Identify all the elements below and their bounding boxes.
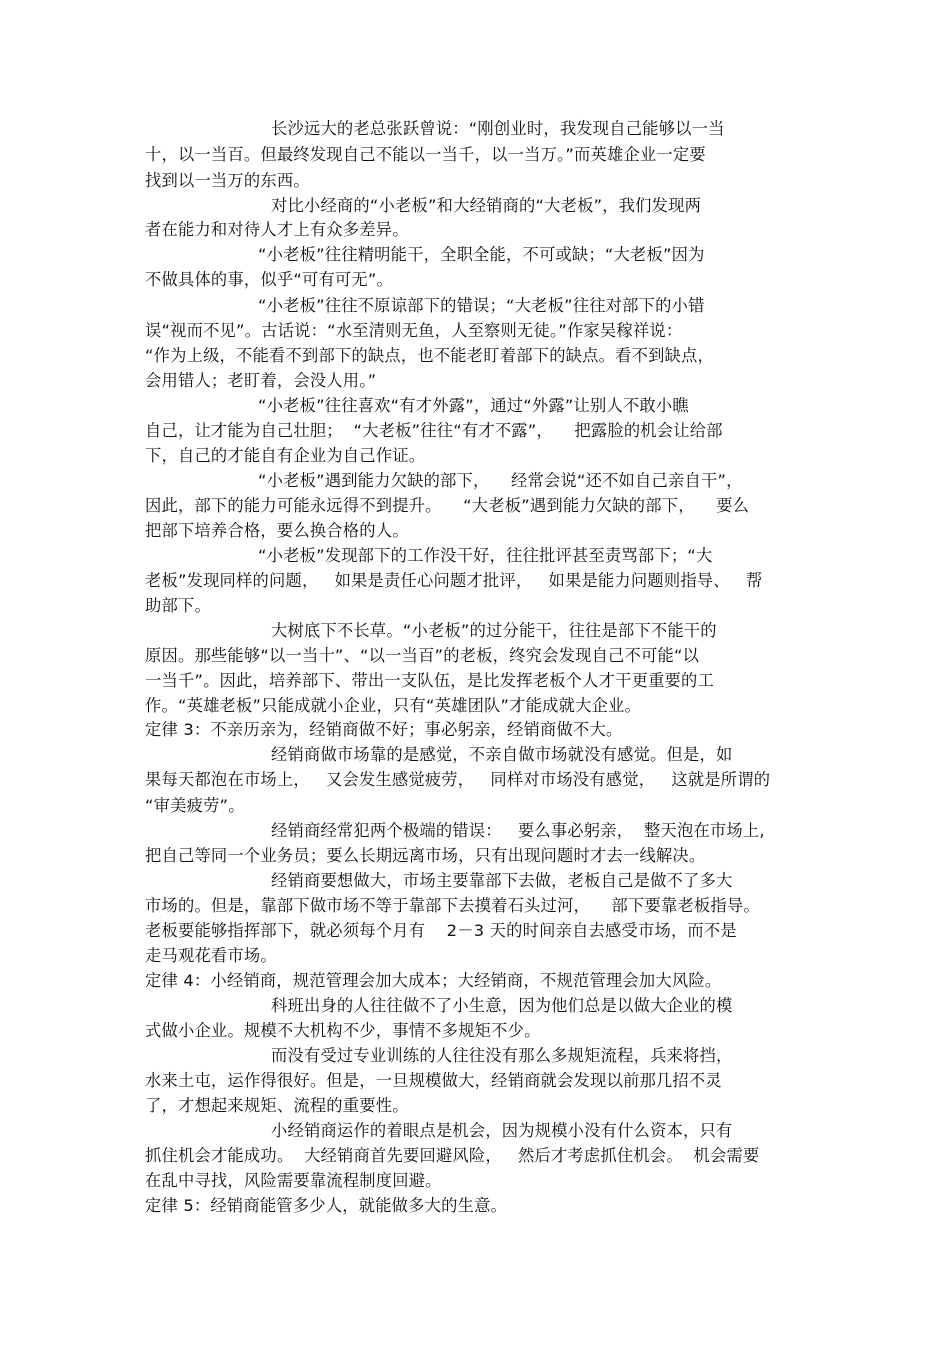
text-line: 误“视而不见”。古话说：“水至清则无鱼，人至察则无徒。”作家吴稼祥说： xyxy=(145,321,683,340)
text-line: 市场的。但是，靠部下做市场不等于靠部下去摸着石头过河， 部下要靠老板指导。 xyxy=(145,896,760,915)
text-line: 老板要能够指挥部下，就必须每个月有 2－3 天的时间亲自去感受市场，而不是 xyxy=(145,921,737,940)
text-line: 助部下。 xyxy=(145,596,211,615)
text-line: 老板”发现同样的问题， 如果是责任心问题才批评， 如果是能力问题则指导、 帮 xyxy=(145,571,763,590)
text-line: 不做具体的事，似乎“可有可无”。 xyxy=(145,270,394,289)
section-heading: 定律 4：小经销商，规范管理会加大成本；大经销商，不规范管理会加大风险。 xyxy=(145,971,722,990)
text-line: 找到以一当万的东西。 xyxy=(145,171,310,190)
text-line: “小老板”发现部下的工作没干好，往往批评甚至责骂部下；“大 xyxy=(258,546,713,565)
text-line: 对比小经商的“小老板”和大经销商的“大老板”，我们发现两 xyxy=(271,196,702,215)
text-line: “小老板”往往喜欢“有才外露”，通过“外露”让别人不敢小瞧 xyxy=(258,396,689,415)
text-line: 而没有受过专业训练的人往往没有那么多规矩流程，兵来将挡， xyxy=(271,1046,733,1065)
text-line: 会用错人；老盯着，会没人用。” xyxy=(145,371,377,390)
text-line: 长沙远大的老总张跃曾说：“刚创业时，我发现自己能够以一当 xyxy=(271,119,725,138)
text-line: “作为上级，不能看不到部下的缺点，也不能老盯着部下的缺点。看不到缺点， xyxy=(145,346,715,365)
text-line: 小经销商运作的着眼点是机会，因为规模小没有什么资本，只有 xyxy=(271,1121,733,1140)
text-line: 经销商经常犯两个极端的错误： 要么事必躬亲， 整天泡在市场上, xyxy=(271,821,765,840)
text-line: 经销商做市场靠的是感觉，不亲自做市场就没有感觉。但是，如 xyxy=(271,745,733,764)
text-line: 因此，部下的能力可能永远得不到提升。 “大老板”遇到能力欠缺的部下， 要么 xyxy=(145,496,750,515)
text-line: 了，才想起来规矩、流程的重要性。 xyxy=(145,1096,409,1115)
section-heading: 定律 3：不亲历亲为，经销商做不好；事必躬亲，经销商做不大。 xyxy=(145,720,623,739)
text-line: 自己，让才能为自己壮胆； “大老板”往往“有才不露”， 把露脸的机会让给部 xyxy=(145,421,723,440)
text-line: 一当千”。因此，培养部下、带出一支队伍，是比发挥老板个人才干更重要的工 xyxy=(145,671,715,690)
text-line: 把自己等同一个业务员；要么长期远离市场，只有出现问题时才去一线解决。 xyxy=(145,846,706,865)
text-line: 抓住机会才能成功。 大经销商首先要回避风险， 然后才考虑抓住机会。 机会需要 xyxy=(145,1146,760,1165)
text-line: 果每天都泡在市场上， 又会发生感觉疲劳， 同样对市场没有感觉， 这就是所谓的 xyxy=(145,770,771,789)
text-line: 大树底下不长草。“小老板”的过分能干，往往是部下不能干的 xyxy=(271,621,717,640)
text-line: 式做小企业。规模不大机构不少，事情不多规矩不少。 xyxy=(145,1021,541,1040)
text-line: 原因。那些能够“以一当十”、“以一当百”的老板，终究会发现自己不可能“以 xyxy=(145,646,700,665)
text-line: 下，自己的才能自有企业为自己作证。 xyxy=(145,446,426,465)
text-line: “审美疲劳”。 xyxy=(145,796,245,815)
text-line: 把部下培养合格，要么换合格的人。 xyxy=(145,521,409,540)
text-line: “小老板”往往不原谅部下的错误；“大老板”往往对部下的小错 xyxy=(258,296,705,315)
text-line: “小老板”遇到能力欠缺的部下， 经常会说“还不如自己亲自干”， xyxy=(258,471,743,490)
text-line: 在乱中寻找，风险需要靠流程制度回避。 xyxy=(145,1171,442,1190)
section-heading: 定律 5：经销商能管多少人，就能做多大的生意。 xyxy=(145,1196,508,1215)
text-line: 者在能力和对待人才上有众多差异。 xyxy=(145,220,409,239)
text-line: 十，以一当百。但最终发现自己不能以一当千，以一当万。”而英雄企业一定要 xyxy=(145,145,706,164)
text-line: 经销商要想做大，市场主要靠部下去做，老板自己是做不了多大 xyxy=(271,871,733,890)
text-line: 走马观花看市场。 xyxy=(145,946,277,965)
text-line: 作。“英雄老板”只能成就小企业，只有“英雄团队”才能成就大企业。 xyxy=(145,696,642,715)
text-line: “小老板”往往精明能干，全职全能，不可或缺；“大老板”因为 xyxy=(258,245,705,264)
text-line: 水来土屯，运作得很好。但是，一旦规模做大，经销商就会发现以前那几招不灵 xyxy=(145,1071,722,1090)
text-line: 科班出身的人往往做不了小生意，因为他们总是以做大企业的模 xyxy=(271,996,733,1015)
